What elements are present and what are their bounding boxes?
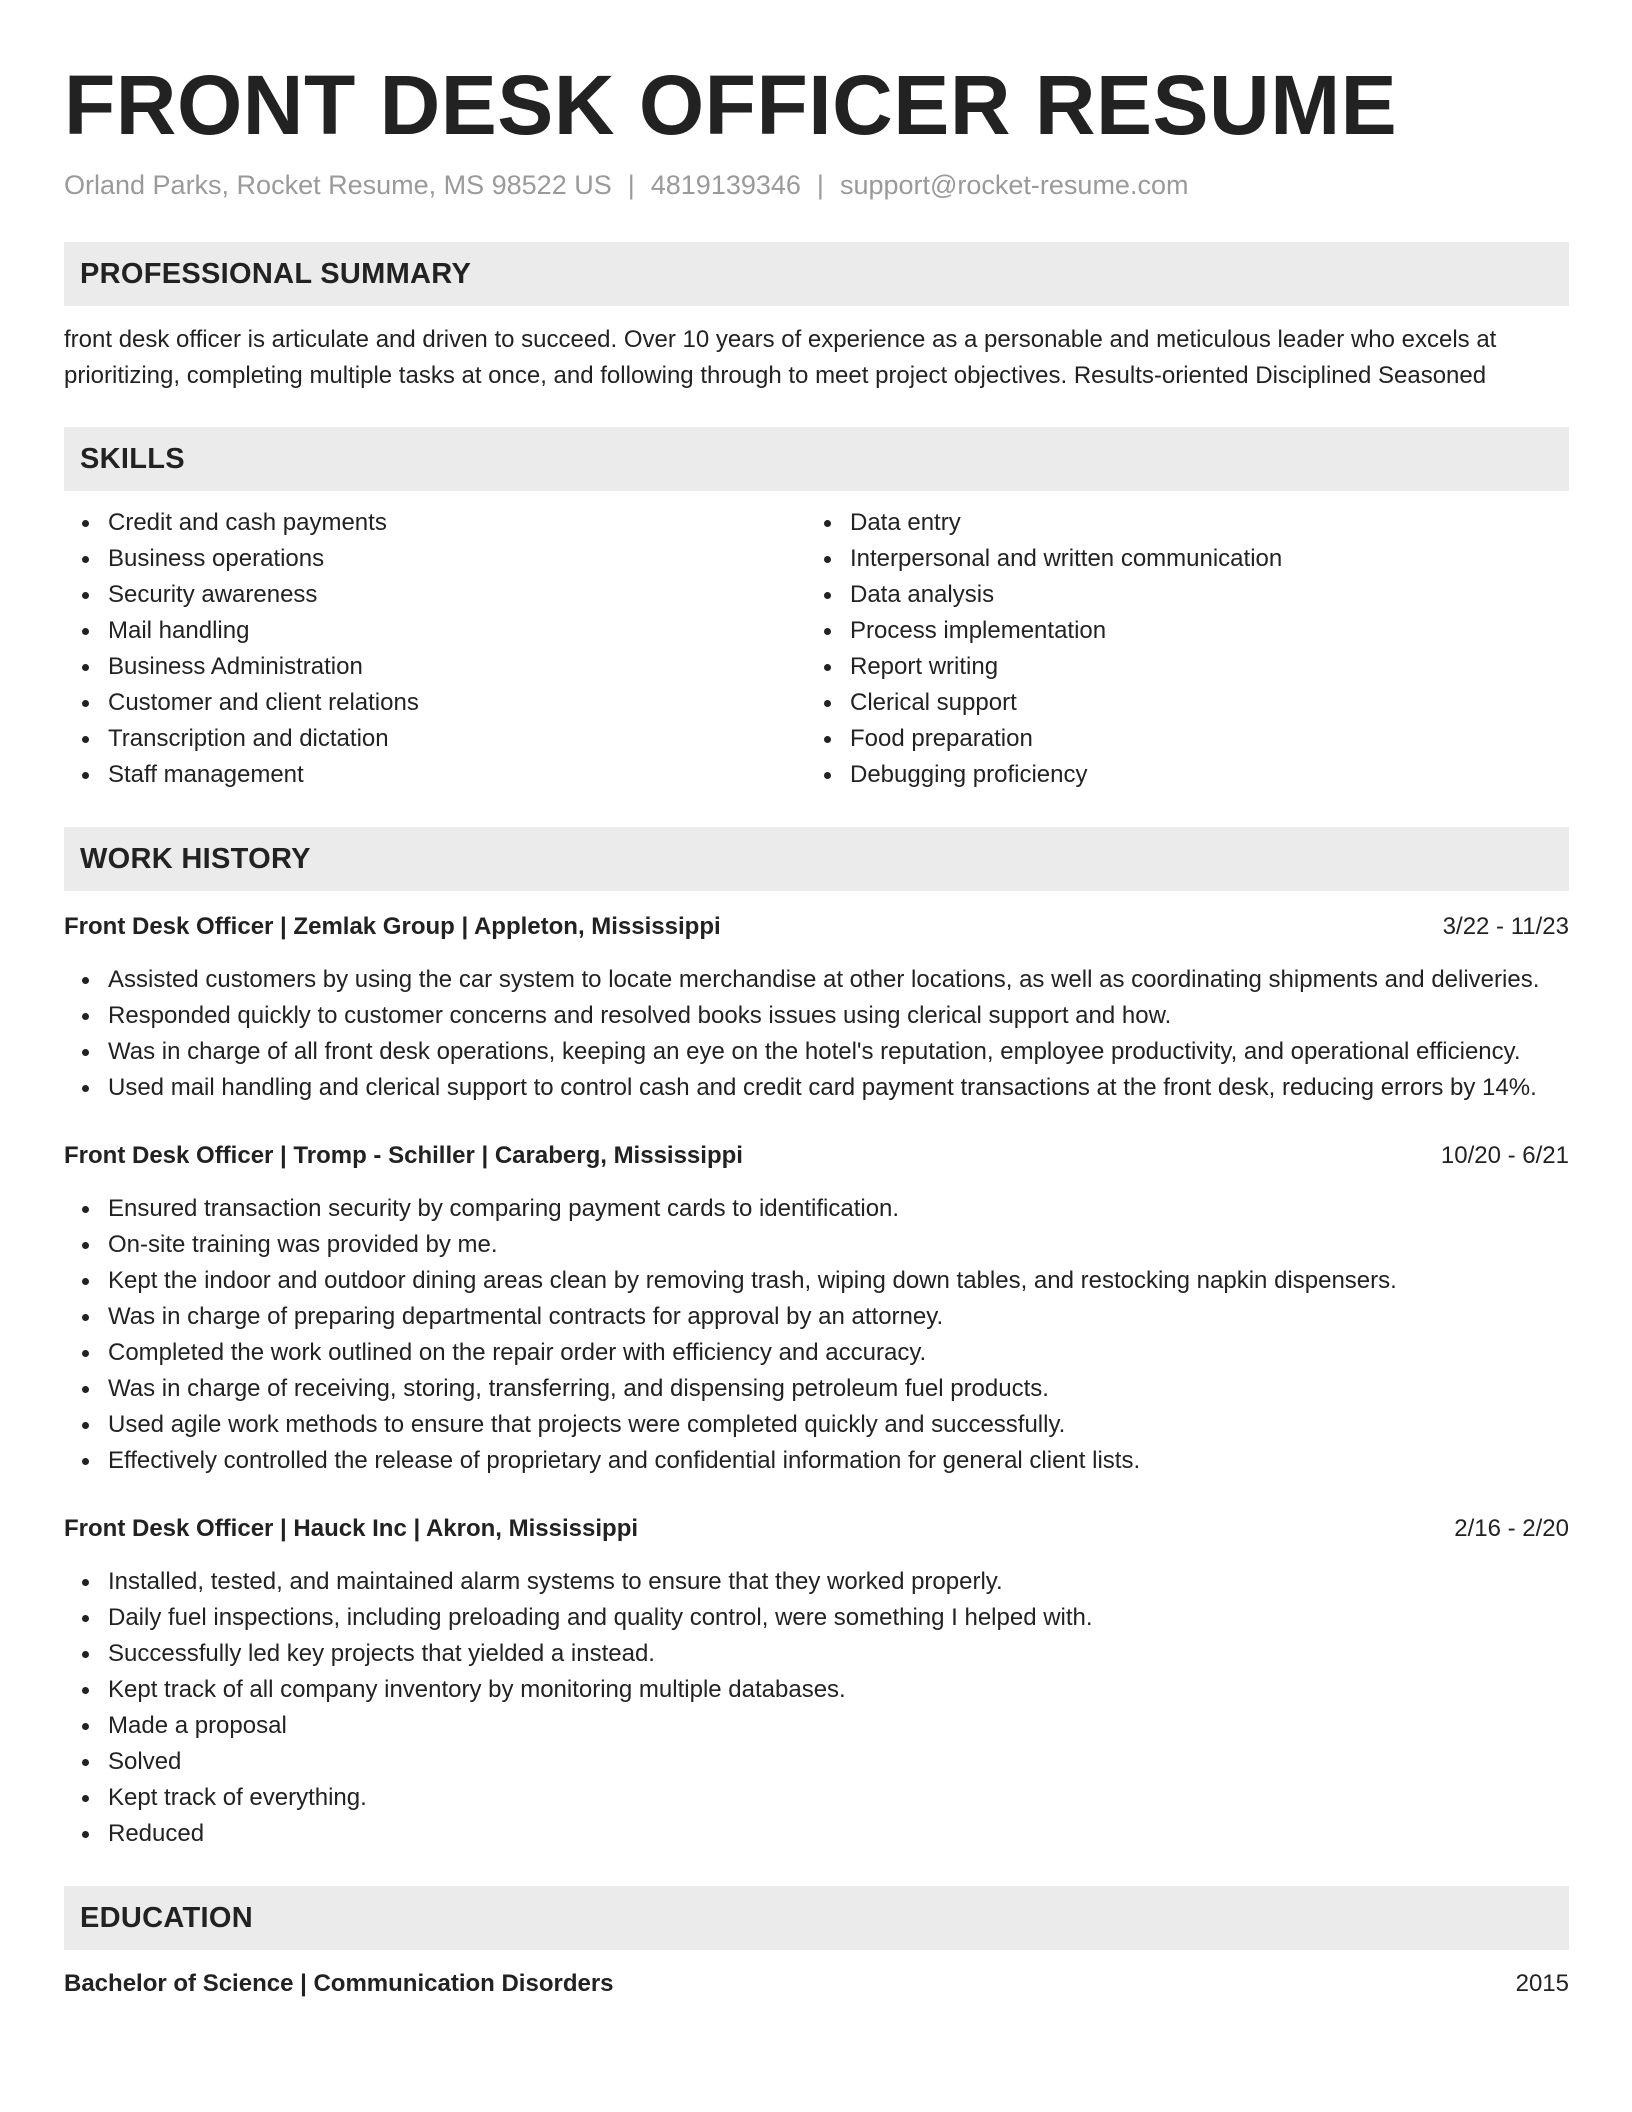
skill-item: Food preparation [806,721,1548,757]
skill-item: Mail handling [64,613,806,649]
education-year: 2015 [1515,1970,1569,1997]
job-duty-item: Made a proposal [64,1708,1569,1744]
job-duty-item: Effectively controlled the release of proprietary and confidential information for general client lists. [64,1443,1569,1479]
contact-line [64,168,1569,202]
job-duties [64,1564,1569,1852]
job-duty-item: Daily fuel inspections, including preloading and quality control, were something I helped with. [64,1600,1569,1636]
skills-column-left [64,505,806,793]
job-duties [64,962,1569,1106]
job-duty-item: Was in charge of all front desk operations, keeping an eye on the hotel's reputation, employee productivity, and operational efficiency. [64,1034,1569,1070]
resume-page [64,0,1569,2002]
skill-item: Process implementation [806,613,1548,649]
skills-list [64,505,1569,793]
job-duty-item: Solved [64,1744,1569,1780]
job-duty-item: Kept the indoor and outdoor dining areas clean by removing trash, wiping down tables, and restocking napkin dispensers. [64,1263,1569,1299]
job-duty-item: Was in charge of preparing departmental contracts for approval by an attorney. [64,1299,1569,1335]
skill-item: Debugging proficiency [806,757,1548,793]
job-duty-item: Completed the work outlined on the repair order with efficiency and accuracy. [64,1335,1569,1371]
section-heading-work-history: WORK HISTORY [64,827,1569,891]
contact-phone: 4819139346 [650,170,801,200]
contact-address: Orland Parks, Rocket Resume, MS 98522 US [64,170,612,200]
job-title: Front Desk Officer | Zemlak Group | Appleton, Mississippi [64,913,721,940]
job-dates: 2/16 - 2/20 [1454,1515,1569,1542]
job-duty-item: Reduced [64,1816,1569,1852]
skill-item: Customer and client relations [64,685,806,721]
section-heading-skills: SKILLS [64,427,1569,491]
job-duty-item: Kept track of everything. [64,1780,1569,1816]
job-entry [64,1138,1569,1479]
job-duty-item: Assisted customers by using the car system to locate merchandise at other locations, as well as coordinating shipments and deliveries. [64,962,1569,998]
job-title: Front Desk Officer | Tromp - Schiller | Caraberg, Mississippi [64,1142,743,1169]
job-entry [64,909,1569,1106]
skill-item: Security awareness [64,577,806,613]
section-heading-summary: PROFESSIONAL SUMMARY [64,242,1569,306]
job-duty-item: Used agile work methods to ensure that projects were completed quickly and successfully. [64,1407,1569,1443]
skill-item: Credit and cash payments [64,505,806,541]
job-duty-item: Installed, tested, and maintained alarm systems to ensure that they worked properly. [64,1564,1569,1600]
education-entry [64,1966,1569,2002]
job-dates: 10/20 - 6/21 [1440,1142,1569,1169]
skills-column-right [806,505,1548,793]
job-title: Front Desk Officer | Hauck Inc | Akron, Mississippi [64,1515,639,1542]
job-dates: 3/22 - 11/23 [1442,913,1569,940]
job-duty-item: Used mail handling and clerical support to control cash and credit card payment transactions at the front desk, reducing errors by 14%. [64,1070,1569,1106]
job-duties [64,1191,1569,1479]
skill-item: Staff management [64,757,806,793]
summary-text: front desk officer is articulate and driven to succeed. Over 10 years of experience as a personable and meticulous leader who excels at prioritizing, completing multiple tasks at once, and following through to meet project objectives. Results-oriented Disciplined Seasoned [64,326,1497,389]
skill-item: Data entry [806,505,1548,541]
skill-item: Transcription and dictation [64,721,806,757]
contact-separator: | [627,170,635,200]
skill-item: Clerical support [806,685,1548,721]
skill-item: Business operations [64,541,806,577]
job-header [64,1511,1569,1547]
job-duty-item: Successfully led key projects that yielded a instead. [64,1636,1569,1672]
job-header [64,909,1569,945]
resume-title: FRONT DESK OFFICER RESUME [64,58,1398,152]
job-entry [64,1511,1569,1852]
section-heading-education: EDUCATION [64,1886,1569,1950]
skill-item: Interpersonal and written communication [806,541,1548,577]
job-duty-item: Was in charge of receiving, storing, transferring, and dispensing petroleum fuel products. [64,1371,1569,1407]
skill-item: Report writing [806,649,1548,685]
job-duty-item: Responded quickly to customer concerns and resolved books issues using clerical support and how. [64,998,1569,1034]
education-degree: Bachelor of Science | Communication Disorders [64,1970,614,1997]
job-duty-item: Kept track of all company inventory by monitoring multiple databases. [64,1672,1569,1708]
job-header [64,1138,1569,1174]
skill-item: Data analysis [806,577,1548,613]
job-duty-item: On-site training was provided by me. [64,1227,1569,1263]
contact-email: support@rocket-resume.com [839,170,1189,200]
contact-separator: | [816,170,824,200]
skill-item: Business Administration [64,649,806,685]
job-duty-item: Ensured transaction security by comparing payment cards to identification. [64,1191,1569,1227]
